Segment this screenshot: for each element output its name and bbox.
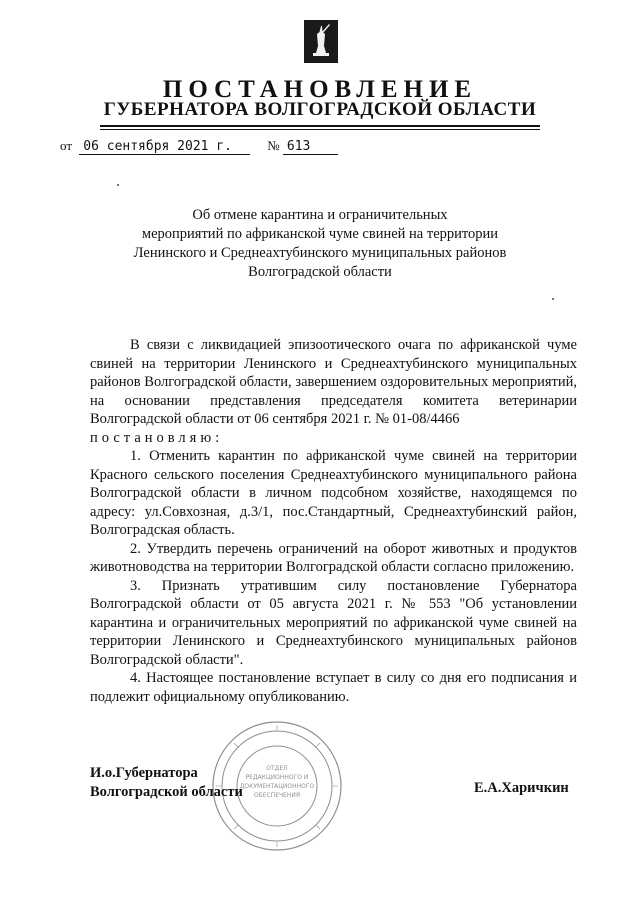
- header-rule-thin: [100, 129, 540, 130]
- scan-speck: [117, 184, 119, 186]
- item-2: 2. Утвердить перечень ограничений на оборот животных и продуктов животноводства на территории Волгоградской области согласно приложению.: [90, 540, 577, 575]
- subject-line: Об отмене карантина и ограничительных: [192, 207, 448, 223]
- signatory-name: Е.А.Харичкин: [474, 780, 569, 796]
- item-4: 4. Настоящее постановление вступает в силу со дня его подписания и подлежит официальному опубликованию.: [90, 670, 577, 705]
- item-3: 3. Признать утратившим силу постановление Губернатора Волгоградской области от 05 августа 2021 г. № 553 "Об установлении карантина и ограничительных мероприятий по африканской чуме свиней на территории Ленинского и Среднеахтубинского муниципальных районов Волгоградской области".: [90, 577, 577, 668]
- intro-paragraph: В связи с ликвидацией эпизоотического очага по африканской чуме свиней на территории Ленинского и Среднеахтубинского муниципальных районов Волгоградской области, завершением оздоровительных мероприятий, на основании представления председателя комитета ветеринарии Волгоградской области от 06 сентября 2021 г. № 01-08/4466: [90, 337, 577, 427]
- header-rule: [100, 125, 540, 127]
- stamp-line-2: РЕДАКЦИОННОГО И: [245, 774, 309, 781]
- document-body: [90, 336, 577, 706]
- signatory-position-line-2: Волгоградской области: [90, 784, 243, 800]
- document-subject: [0, 206, 640, 282]
- stamp-line-3: ДОКУМЕНТАЦИОННОГО: [239, 783, 315, 790]
- date-line: [60, 138, 338, 155]
- document-number: 613: [283, 139, 338, 155]
- emblem-icon: [304, 20, 338, 63]
- date-from-label: от: [60, 138, 73, 153]
- item-1: 1. Отменить карантин по африканской чуме свиней на территории Красного сельского поселения Среднеахтубинского муниципального района Волгоградской области в личном подсобном хозяйстве, находящемся по адресу: ул.Совхозная, д.3/1, пос.Стандартный, Среднеахтубинский район, Волгоградская область.: [90, 448, 577, 538]
- document-subtitle: ГУБЕРНАТОРА ВОЛГОГРАДСКОЙ ОБЛАСТИ: [103, 99, 537, 120]
- subject-line: Ленинского и Среднеахтубинского муниципальных районов: [133, 245, 507, 261]
- resolution-command: постановляю:: [90, 429, 224, 446]
- number-label: №: [267, 138, 280, 153]
- volgograd-coat-of-arms-icon: [304, 20, 338, 63]
- stamp-line-1: ОТДЕЛ: [266, 765, 288, 772]
- signatory-position: [90, 764, 243, 802]
- signatory-position-line-1: И.о.Губернатора: [90, 765, 198, 781]
- document-date: 06 сентября 2021 г.: [79, 139, 250, 155]
- document-title: ПОСТАНОВЛЕНИЕ: [162, 76, 478, 103]
- stamp-line-4: ОБЕСПЕЧЕНИЯ: [253, 792, 301, 799]
- subject-line: Волгоградской области: [248, 264, 392, 280]
- scan-speck: [552, 298, 554, 300]
- subject-line: мероприятий по африканской чуме свиней на территории: [141, 226, 499, 242]
